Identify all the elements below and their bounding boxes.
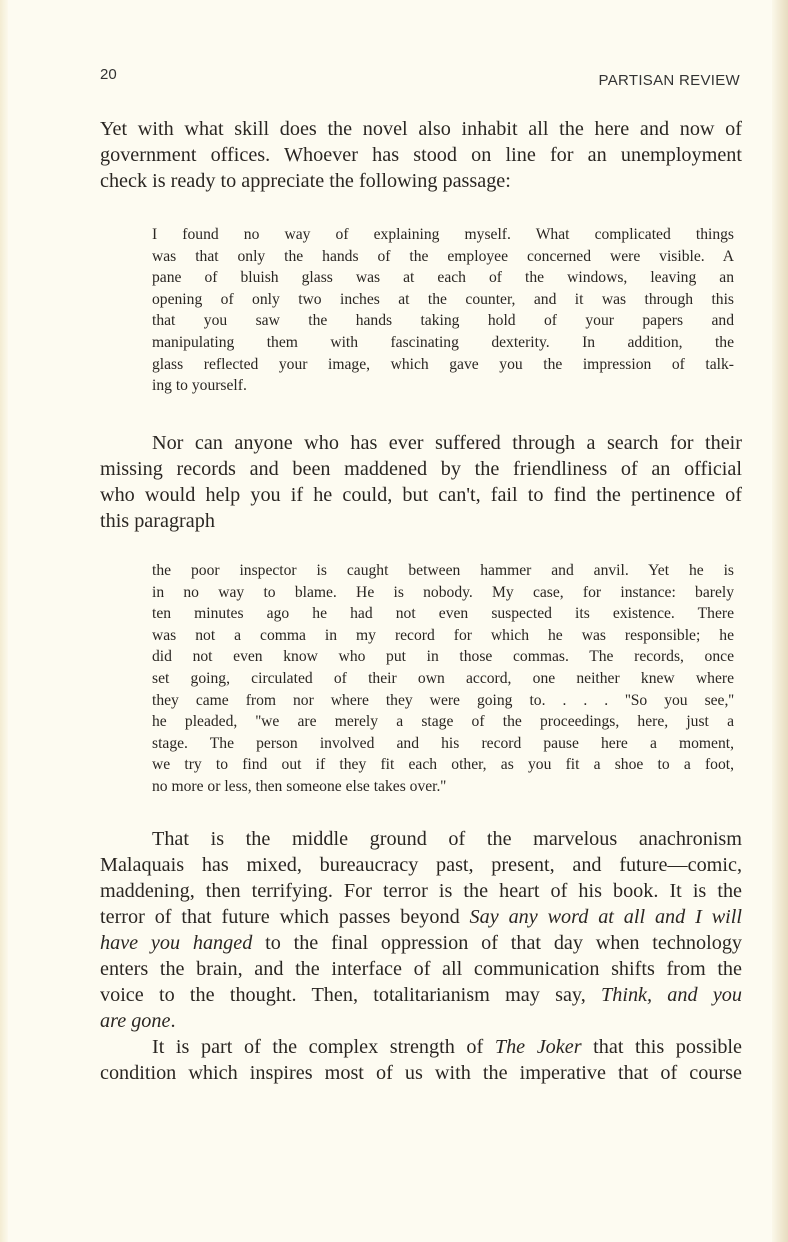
text-line: enters the brain, and the interface of all communication shifts from the	[100, 958, 742, 980]
quote-line: pane of bluish glass was at each of the windows, leaving an	[152, 269, 734, 287]
quote-line: stage. The person involved and his record pause here a moment,	[152, 734, 734, 752]
journal-title: PARTISAN REVIEW	[598, 72, 740, 89]
quote-line: ing to yourself.	[152, 377, 247, 395]
text-line: maddening, then terrifying. For terror is the heart of his book. It is the	[100, 880, 742, 902]
text-run: terror of that future which passes beyond	[100, 906, 470, 928]
page-edge-left	[0, 0, 8, 1242]
text-line: condition which inspires most of us with the imperative that of course	[100, 1062, 742, 1084]
text-run: that this possible	[581, 1036, 742, 1058]
text-line: That is the middle ground of the marvelous anachronism	[152, 828, 742, 850]
text-line	[100, 1008, 742, 1034]
quote-line: that you saw the hands taking hold of your papers and	[152, 312, 734, 330]
quote-line: did not even know who put in those commas. The records, once	[152, 648, 734, 666]
page-edge-right	[772, 0, 788, 1242]
text-line: this paragraph	[100, 510, 215, 532]
italic-phrase-hanged: have you hanged	[100, 932, 253, 954]
paragraph-1	[100, 116, 742, 194]
text-line: Malaquais has mixed, bureaucracy past, present, and future—comic,	[100, 854, 742, 876]
text-line: Yet with what skill does the novel also inhabit all the here and now of	[100, 118, 742, 140]
italic-phrase-think: Think, and you	[601, 984, 742, 1006]
text-line	[100, 982, 742, 1008]
quote-line: we try to find out if they fit each other, as you fit a shoe to a foot,	[152, 756, 734, 774]
paragraph-4	[100, 1034, 742, 1086]
text-line	[100, 930, 742, 956]
quote-line: manipulating them with fascinating dexterity. In addition, the	[152, 333, 734, 351]
text-line: government offices. Whoever has stood on line for an unemployment	[100, 144, 742, 166]
paragraph-2	[100, 430, 742, 534]
italic-phrase-say-any-word: Say any word at all and I will	[469, 906, 742, 928]
quote-line: the poor inspector is caught between hammer and anvil. Yet he is	[152, 562, 734, 579]
text-run: to the final oppression of that day when technology	[252, 932, 743, 954]
text-line	[100, 1034, 742, 1060]
block-quote-1	[152, 224, 734, 397]
italic-phrase-gone: are gone	[100, 1010, 171, 1032]
quote-line: ten minutes ago he had not even suspected its existence. There	[152, 605, 734, 623]
block-quote-2	[152, 560, 734, 798]
text-run: It is part of the complex strength of	[152, 1036, 495, 1058]
quote-line: was that only the hands of the employee concerned were visible. A	[152, 247, 734, 265]
book-title-the-joker: The Joker	[494, 1036, 582, 1058]
quote-line: was not a comma in my record for which he was responsible; he	[152, 626, 734, 644]
text-line: who would help you if he could, but can't, fail to find the pertinence of	[100, 484, 742, 506]
text-line	[100, 904, 742, 930]
quote-line: they came from nor where they were going to. . . . ''So you see,''	[152, 691, 734, 709]
quote-line: set going, circulated of their own accord, one neither knew where	[152, 669, 734, 687]
text-line: Nor can anyone who has ever suffered through a search for their	[152, 432, 742, 454]
quote-line: no more or less, then someone else takes over.''	[152, 777, 447, 795]
text-run: .	[170, 1010, 176, 1032]
text-run: voice to the thought. Then, totalitarianism may say,	[100, 984, 602, 1006]
page-number: 20	[100, 66, 117, 83]
paragraph-3	[100, 826, 742, 1034]
quote-line: glass reflected your image, which gave you the impression of talk-	[152, 355, 734, 373]
quote-line: in no way to blame. He is nobody. My case, for instance: barely	[152, 583, 734, 601]
quote-line: opening of only two inches at the counter, and it was through this	[152, 290, 734, 308]
quote-line: he pleaded, ''we are merely a stage of the proceedings, here, just a	[152, 713, 734, 731]
text-line: check is ready to appreciate the following passage:	[100, 170, 511, 192]
text-line: missing records and been maddened by the friendliness of an official	[100, 458, 742, 480]
quote-line: I found no way of explaining myself. What complicated things	[152, 226, 734, 243]
